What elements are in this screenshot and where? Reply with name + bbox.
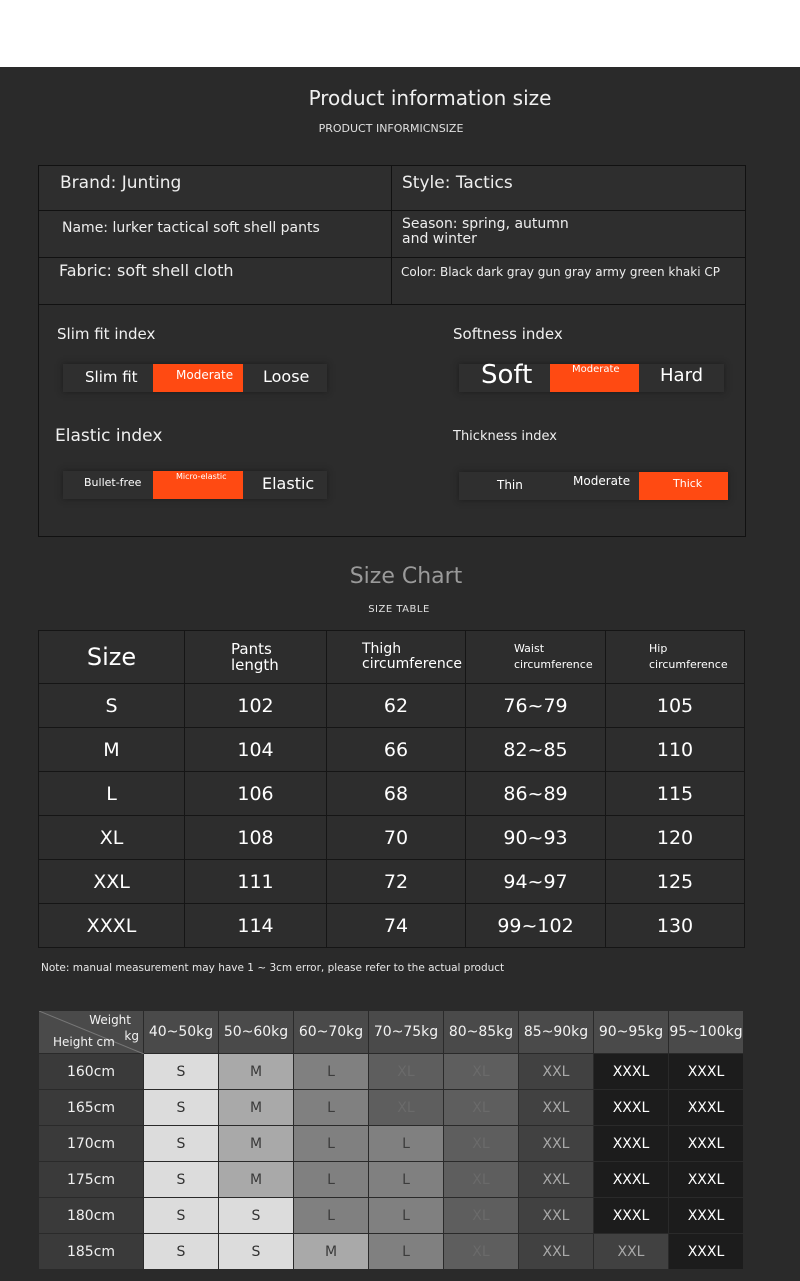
header-waist: Waist circumference (466, 631, 606, 684)
product-detail-page (0, 67, 800, 1281)
softness-option-right: Hard (660, 365, 704, 386)
recommended-size-cell: S (144, 1198, 219, 1234)
recommended-size-cell: M (219, 1054, 294, 1090)
top-white-band (0, 0, 800, 67)
recommended-size-cell: L (294, 1198, 369, 1234)
grid-corner (39, 1011, 144, 1054)
brand-field: Brand: Junting (60, 173, 182, 193)
recommended-size-cell: L (369, 1198, 444, 1234)
recommended-size-cell: XL (444, 1234, 519, 1270)
height-row (39, 1090, 744, 1126)
size-cell-waist: 86~89 (466, 772, 606, 816)
size-cell-thigh: 72 (327, 860, 466, 904)
size-row (39, 728, 745, 772)
season-field (402, 217, 569, 247)
elastic-option-right: Elastic (262, 474, 315, 493)
color-field: Color: Black dark gray gun gray army green khaki CP (401, 265, 720, 279)
recommended-size-cell: L (294, 1162, 369, 1198)
info-divider (391, 166, 392, 305)
size-cell-size: L (39, 772, 185, 816)
recommended-size-cell: L (369, 1126, 444, 1162)
season-line: Season: spring, autumn (402, 216, 569, 232)
recommended-size-cell: XXL (594, 1234, 669, 1270)
recommended-size-cell: S (144, 1090, 219, 1126)
recommended-size-cell: XL (444, 1090, 519, 1126)
height-label: 175cm (39, 1162, 144, 1198)
thickness-option-middle: Moderate (573, 474, 631, 488)
size-cell-size: S (39, 684, 185, 728)
recommended-size-cell: XXXL (669, 1126, 744, 1162)
thickness-option-right: Thick (639, 472, 728, 500)
size-cell-pants: 102 (185, 684, 327, 728)
info-subtitle: PRODUCT INFORMICNSIZE (318, 122, 464, 135)
size-cell-waist: 76~79 (466, 684, 606, 728)
weight-height-grid (38, 1010, 744, 1270)
info-divider (39, 210, 745, 211)
size-cell-waist: 94~97 (466, 860, 606, 904)
recommended-size-cell: L (294, 1126, 369, 1162)
recommended-size-cell: S (144, 1054, 219, 1090)
size-cell-hip: 125 (606, 860, 745, 904)
size-cell-hip: 115 (606, 772, 745, 816)
recommended-size-cell: S (144, 1234, 219, 1270)
recommended-size-cell: XXXL (669, 1234, 744, 1270)
size-row (39, 772, 745, 816)
weight-header-cell: 50~60kg (219, 1011, 294, 1054)
name-field: Name: lurker tactical soft shell pants (62, 220, 320, 236)
recommended-size-cell: XXXL (669, 1198, 744, 1234)
size-cell-pants: 108 (185, 816, 327, 860)
weight-header-cell: 90~95kg (594, 1011, 669, 1054)
weight-header-cell: 60~70kg (294, 1011, 369, 1054)
recommended-size-cell: XXL (519, 1126, 594, 1162)
size-cell-pants: 106 (185, 772, 327, 816)
recommended-size-cell: S (219, 1234, 294, 1270)
size-cell-thigh: 68 (327, 772, 466, 816)
size-cell-size: XXXL (39, 904, 185, 948)
info-divider (39, 257, 745, 258)
recommended-size-cell: XXXL (669, 1090, 744, 1126)
size-cell-pants: 114 (185, 904, 327, 948)
season-line: and winter (402, 231, 477, 247)
recommended-size-cell: XXL (519, 1054, 594, 1090)
recommended-size-cell: M (219, 1162, 294, 1198)
size-cell-waist: 99~102 (466, 904, 606, 948)
header-pants-length: Pants length (185, 631, 327, 684)
slim-option-middle: Moderate (153, 364, 243, 392)
recommended-size-cell: S (144, 1126, 219, 1162)
size-cell-thigh: 62 (327, 684, 466, 728)
height-label: 185cm (39, 1234, 144, 1270)
recommended-size-cell: L (294, 1054, 369, 1090)
slim-option-right: Loose (263, 367, 310, 386)
recommended-size-cell: M (294, 1234, 369, 1270)
height-row (39, 1126, 744, 1162)
size-chart-table (38, 630, 745, 948)
size-row (39, 904, 745, 948)
size-row (39, 860, 745, 904)
slim-index-bar (63, 364, 327, 392)
weight-header-cell: 80~85kg (444, 1011, 519, 1054)
size-chart-header (39, 631, 745, 684)
size-cell-size: XL (39, 816, 185, 860)
elastic-index-title: Elastic index (55, 426, 163, 446)
size-chart-title: Size Chart (349, 564, 463, 589)
fabric-field: Fabric: soft shell cloth (59, 261, 234, 280)
height-label: 180cm (39, 1198, 144, 1234)
height-row (39, 1054, 744, 1090)
recommended-size-cell: XXXL (594, 1162, 669, 1198)
weight-header-cell: 70~75kg (369, 1011, 444, 1054)
recommended-size-cell: XXL (519, 1234, 594, 1270)
size-row (39, 816, 745, 860)
recommended-size-cell: S (219, 1198, 294, 1234)
size-chart-subtitle: SIZE TABLE (368, 604, 430, 615)
height-label: 165cm (39, 1090, 144, 1126)
recommended-size-cell: L (369, 1162, 444, 1198)
weight-header-cell: 85~90kg (519, 1011, 594, 1054)
header-hip: Hip circumference (606, 631, 745, 684)
recommended-size-cell: M (219, 1090, 294, 1126)
height-row (39, 1198, 744, 1234)
recommended-size-cell: S (144, 1162, 219, 1198)
size-cell-waist: 82~85 (466, 728, 606, 772)
recommended-size-cell: XXXL (594, 1126, 669, 1162)
elastic-index-bar (63, 471, 327, 499)
softness-option-left: Soft (481, 360, 533, 390)
style-field: Style: Tactics (402, 173, 513, 193)
weight-header-cell: 95~100kg (669, 1011, 744, 1054)
size-cell-size: XXL (39, 860, 185, 904)
size-cell-hip: 120 (606, 816, 745, 860)
recommended-size-cell: XXXL (594, 1090, 669, 1126)
thickness-index-bar (459, 472, 728, 500)
weight-header-cell: 40~50kg (144, 1011, 219, 1054)
recommended-size-cell: XXXL (669, 1162, 744, 1198)
size-cell-hip: 110 (606, 728, 745, 772)
size-row (39, 684, 745, 728)
height-label: 160cm (39, 1054, 144, 1090)
size-cell-thigh: 66 (327, 728, 466, 772)
kg-axis-label: kg (124, 1029, 139, 1043)
slim-index-title: Slim fit index (57, 325, 156, 343)
recommended-size-cell: XL (444, 1054, 519, 1090)
size-cell-pants: 104 (185, 728, 327, 772)
recommended-size-cell: XXXL (669, 1054, 744, 1090)
size-cell-waist: 90~93 (466, 816, 606, 860)
elastic-option-left: Bullet-free (84, 476, 142, 489)
softness-option-middle: Moderate (550, 364, 639, 392)
height-label: 170cm (39, 1126, 144, 1162)
recommended-size-cell: M (219, 1126, 294, 1162)
size-cell-pants: 111 (185, 860, 327, 904)
softness-index-bar (459, 360, 724, 392)
product-info-table (38, 165, 746, 306)
recommended-size-cell: L (294, 1090, 369, 1126)
recommended-size-cell: XXXL (594, 1198, 669, 1234)
size-cell-hip: 130 (606, 904, 745, 948)
height-row (39, 1234, 744, 1270)
slim-option-left: Slim fit (85, 368, 138, 386)
measurement-note: Note: manual measurement may have 1 ~ 3cm error, please refer to the actual product (41, 962, 505, 974)
recommended-size-cell: L (369, 1234, 444, 1270)
thickness-option-left: Thin (497, 478, 523, 492)
weight-header-row (39, 1011, 744, 1054)
recommended-size-cell: XXL (519, 1090, 594, 1126)
recommended-size-cell: XL (369, 1090, 444, 1126)
fit-index-panel (38, 304, 746, 537)
info-title: Product information size (308, 86, 552, 110)
elastic-option-middle: Micro-elastic (153, 471, 243, 499)
recommended-size-cell: XL (444, 1162, 519, 1198)
recommended-size-cell: XL (369, 1054, 444, 1090)
size-cell-thigh: 70 (327, 816, 466, 860)
recommended-size-cell: XXL (519, 1198, 594, 1234)
recommended-size-cell: XXXL (594, 1054, 669, 1090)
height-axis-label: Height cm (53, 1035, 115, 1049)
thickness-index-title: Thickness index (453, 429, 557, 444)
size-cell-hip: 105 (606, 684, 745, 728)
recommended-size-cell: XL (444, 1126, 519, 1162)
recommended-size-cell: XXL (519, 1162, 594, 1198)
header-thigh: Thigh circumference (327, 631, 466, 684)
softness-index-title: Softness index (453, 325, 563, 343)
weight-axis-label: Weight (89, 1013, 131, 1027)
size-cell-thigh: 74 (327, 904, 466, 948)
recommended-size-cell: XL (444, 1198, 519, 1234)
header-size: Size (39, 631, 185, 684)
size-cell-size: M (39, 728, 185, 772)
height-row (39, 1162, 744, 1198)
